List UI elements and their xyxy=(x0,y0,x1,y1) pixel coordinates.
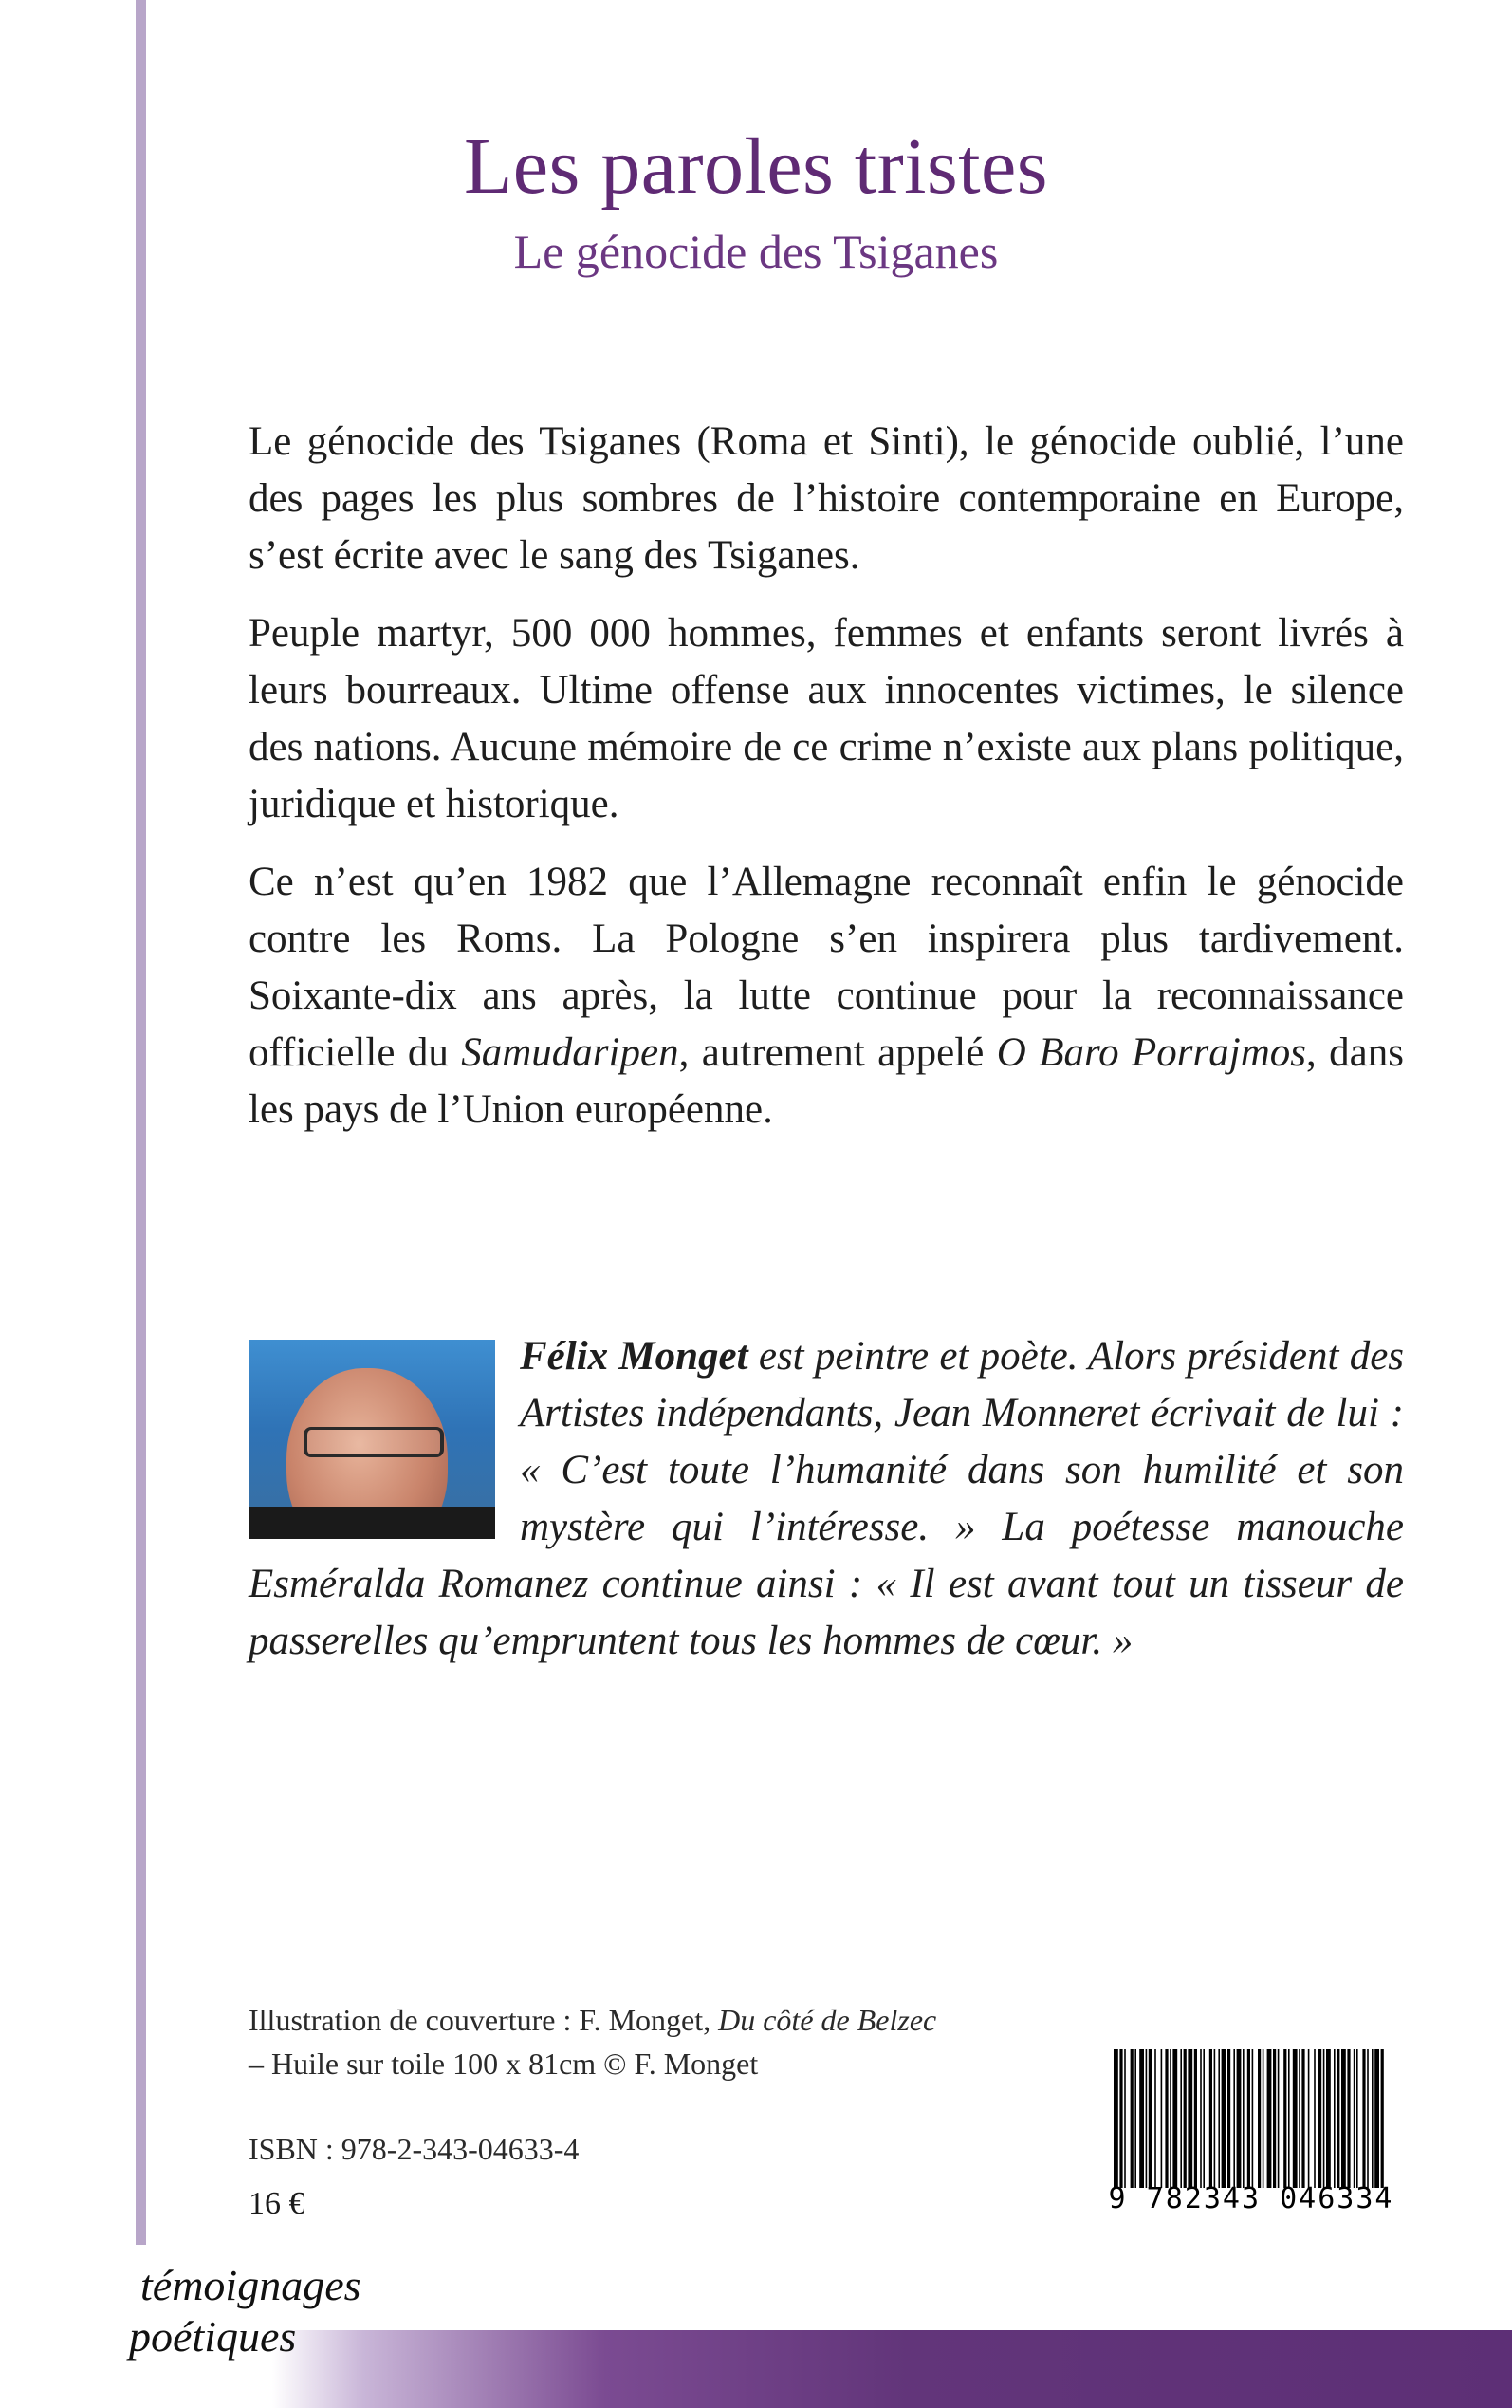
barcode-bar xyxy=(1203,2049,1205,2188)
price: 16 € xyxy=(249,2186,305,2221)
barcode-bar xyxy=(1301,2049,1304,2188)
back-cover-summary xyxy=(249,414,1404,1159)
barcode-bar xyxy=(1214,2049,1216,2188)
cover-illustration-credits xyxy=(249,1998,936,2085)
barcode-bar xyxy=(1247,2049,1250,2188)
barcode-bar xyxy=(1165,2049,1168,2188)
isbn-barcode xyxy=(1106,2049,1396,2213)
barcode-bar xyxy=(1308,2049,1310,2188)
barcode-bar xyxy=(1180,2049,1182,2188)
barcode-bar xyxy=(1218,2049,1220,2188)
paragraph-3-part-1: Ce n’est qu’en 1982 que l’Allemagne reconnaît enfin le génocide contre les Roms. La Pologne s’en inspirera plus tardivement. Soixante-dix ans après, la lutte continue pour la reconnaissance officielle du xyxy=(249,860,1404,1075)
summary-paragraph-2: Peuple martyr, 500 000 hommes, femmes et enfants seront livrés à leurs bourreaux. Ultime offense aux innocentes victimes, le silence des nations. Aucune mémoire de ce crime n’existe aux plans politique, juridique et historique. xyxy=(249,611,1404,826)
barcode-bar xyxy=(1337,2049,1339,2188)
barcode-bar xyxy=(1267,2049,1272,2188)
summary-paragraph-1: Le génocide des Tsiganes (Roma et Sinti), le génocide oublié, l’une des pages les plus sombres de l’histoire contemporaine en Europe, s’est écrite avec le sang des Tsiganes. xyxy=(249,419,1404,578)
barcode-bar xyxy=(1258,2049,1261,2188)
barcode-bar xyxy=(1172,2049,1177,2188)
isbn: ISBN : 978-2-343-04633-4 xyxy=(249,2132,580,2166)
paragraph-3-part-2: , autrement appelé xyxy=(678,1030,997,1075)
credits-line-2: – Huile sur toile 100 x 81cm © F. Monget xyxy=(249,2047,759,2081)
barcode-bar xyxy=(1243,2049,1245,2188)
artwork-title: Du côté de Belzec xyxy=(718,2003,937,2037)
barcode-bar xyxy=(1334,2049,1336,2188)
book-title: Les paroles tristes xyxy=(464,122,1048,211)
barcode-bar xyxy=(1278,2049,1280,2188)
barcode-bar xyxy=(1263,2049,1264,2188)
credits-line-1 xyxy=(249,1998,936,2042)
barcode-bar xyxy=(1273,2049,1276,2188)
barcode-bar xyxy=(1114,2049,1118,2188)
summary-paragraph-3 xyxy=(249,854,1404,1139)
barcode-bar xyxy=(1161,2049,1163,2188)
collection-line-1: témoignages xyxy=(140,2261,361,2309)
paragraph-3-part-3: , dans les pays de l’Union européenne. xyxy=(249,1030,1404,1132)
author-bio-text: est peintre et poète. Alors président des Artistes indépendants, Jean Monneret écrivait de lui : « C’est toute l’humanité dans son humilité et son mystère qui l’intéresse. » La poétesse manouche Esméralda Romanez continue ainsi : « Il est avant tout un tisseur de passerelles qu’empruntent tous les hommes de cœur. » xyxy=(249,1334,1405,1663)
barcode-bar xyxy=(1134,2049,1136,2188)
barcode-bar xyxy=(1188,2049,1192,2188)
barcode-bar xyxy=(1139,2049,1144,2188)
author-section xyxy=(249,1328,1404,1670)
barcode-bar xyxy=(1314,2049,1316,2188)
barcode-bar xyxy=(1209,2049,1212,2188)
credits-prefix: Illustration de couverture : F. Monget, xyxy=(249,2003,719,2037)
barcode-bar xyxy=(1326,2049,1331,2188)
barcode-bar xyxy=(1299,2049,1300,2188)
barcode-bar xyxy=(1131,2049,1134,2188)
term-samudaripen: Samudaripen xyxy=(461,1030,679,1075)
barcode-bar xyxy=(1318,2049,1321,2188)
collection-logo xyxy=(125,2260,410,2393)
barcode-bar xyxy=(1293,2049,1298,2188)
barcode-bars xyxy=(1114,2049,1389,2188)
barcode-bar xyxy=(1233,2049,1235,2188)
barcode-bar xyxy=(1119,2049,1122,2188)
barcode-bar xyxy=(1184,2049,1187,2188)
barcode-bar xyxy=(1347,2049,1350,2188)
left-accent-bar xyxy=(136,0,146,2245)
barcode-bar xyxy=(1194,2049,1197,2188)
barcode-bar xyxy=(1252,2049,1254,2188)
barcode-bar xyxy=(1354,2049,1355,2188)
barcode-bar xyxy=(1323,2049,1325,2188)
barcode-bar xyxy=(1362,2049,1365,2188)
barcode-bar xyxy=(1367,2049,1369,2188)
barcode-bar xyxy=(1372,2049,1374,2188)
barcode-bar xyxy=(1222,2049,1226,2188)
collection-line-2: poétiques xyxy=(129,2312,297,2361)
barcode-bar xyxy=(1200,2049,1202,2188)
barcode-digits: 9 782343 046334 xyxy=(1108,2182,1394,2215)
barcode-bar xyxy=(1146,2049,1148,2188)
barcode-bar xyxy=(1124,2049,1126,2188)
author-shirt xyxy=(249,1507,495,1539)
barcode-bar xyxy=(1341,2049,1346,2188)
barcode-bar xyxy=(1227,2049,1230,2188)
term-o-baro-porrajmos: O Baro Porrajmos xyxy=(996,1030,1306,1075)
barcode-bar xyxy=(1154,2049,1156,2188)
barcode-bar xyxy=(1356,2049,1358,2188)
barcode-bar xyxy=(1288,2049,1290,2188)
barcode-bar xyxy=(1237,2049,1242,2188)
barcode-bar xyxy=(1149,2049,1152,2188)
author-glasses xyxy=(304,1427,444,1457)
barcode-bar xyxy=(1374,2049,1379,2188)
barcode-bar xyxy=(1170,2049,1171,2188)
barcode-bar xyxy=(1283,2049,1286,2188)
book-subtitle: Le génocide des Tsiganes xyxy=(513,225,999,278)
author-name: Félix Monget xyxy=(520,1334,748,1379)
author-photo xyxy=(249,1340,495,1539)
barcode-bar xyxy=(1381,2049,1384,2188)
